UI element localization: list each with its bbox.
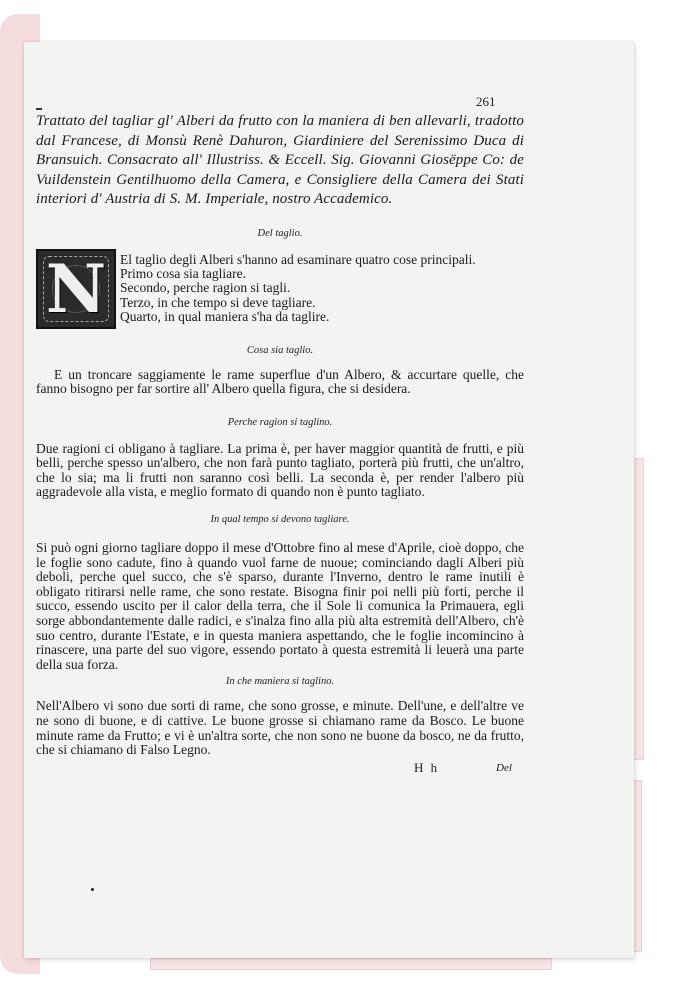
opening-paragraph	[36, 249, 524, 329]
section-paragraph: Nell'Albero vi sono due sorti di rame, che sono grosse, e minute. Dell'une, e dell'altre ve ne sono di buone, e di cattive. Le buone grosse si chiamano rame da Bosco. Le buone minute rame da Frutto; e vi è un'altra sorte, che non sono ne buone da bosco, ne da frutto, che si chiamano di Falso Legno.	[36, 698, 524, 758]
section-paragraph: E un troncare saggiamente le rame superflue d'un Albero, & accurtare quelle, che fanno bisogno per far sortire all' Albero quella figura, che si desidera.	[36, 366, 524, 397]
list-item: El taglio degli Alberi s'hanno ad esaminare quatro cose principali.	[120, 251, 476, 267]
section-heading: In che maniera si taglino.	[225, 676, 335, 688]
decorated-initial-n-icon	[36, 249, 116, 329]
page-edge-strip	[150, 958, 552, 970]
section-heading: In qual tempo si devono tagliare.	[210, 514, 350, 526]
printer-dash	[36, 108, 42, 110]
list-item: Secondo, perche ragion si tagli.	[120, 280, 291, 296]
page-text-block	[36, 112, 524, 776]
section-paragraph: Due ragioni ci obligano à tagliare. La prima è, per haver maggior quantità de frutti, e più belli, perche spesso un'albero, che non farà punto tagliato, porterà più frutti, che un'altro, che lo sia; ma li frutti non saranno così belli. La seconda è, per render l'albero più aggradevole alla vista, e meglio formato di quando non è punto tagliato.	[36, 440, 524, 500]
initial-letter: N	[45, 249, 107, 328]
signature-mark: H h	[414, 759, 440, 775]
list-item: Primo cosa sia tagliare.	[120, 265, 246, 281]
treatise-title: Trattato del tagliar gl' Alberi da frutto con la maniera di ben allevarli, tradotto dal Francese, di Monsù Renè Dahuron, Giardiniere del Serenissimo Duca di Bransuich. Consacrato all' Illustriss. & Eccell. Sig. Giovanni Giosëppe Co: de Vuildenstein Gentilhuomo della Camera, e Consigliere della Camera dei Stati interiori d' Austria di S. M. Imperiale, nostro Accademico.	[36, 113, 524, 207]
taglio-list	[120, 249, 476, 325]
page-number: 261	[476, 94, 496, 109]
section-heading: Cosa sia taglio.	[246, 344, 314, 356]
book-page	[24, 42, 634, 958]
ink-dot	[91, 888, 94, 891]
catchword: Del	[496, 761, 512, 774]
section-heading: Del taglio.	[257, 227, 303, 239]
list-item: Quarto, in qual maniera s'ha da taglire.	[120, 309, 330, 325]
section-paragraph: Si può ogni giorno tagliare doppo il mese d'Ottobre fino al mese d'Aprile, cioè doppo, che le foglie sono cadute, fino à quando vuol farne de nuoue; cominciando dagli Alberi più deboli, perche quel succo, che s'è sparso, durante l'Inverno, dentro le rame inutili è obligato ritirarsi nelle rame, che sono restate. Bisogna finir poi nelli più forti, perche il succo, essendo uscito per il calor della terra, che il Sole li comunica la Primauera, egli sorge abbondantemente dalle radici, e s'inalza fino alla più alta estremità dell'Albero, ch'è suo centro, durante l'Estate, e in questa maniera aspettando, che le foglie incomincino à rinascere, una parte del suo vigore, essendo portato à questa estremità li leuerà una parte della sua forza.	[36, 540, 524, 672]
section-heading: Perche ragion si taglino.	[227, 416, 333, 428]
page-footer	[36, 760, 524, 776]
list-item: Terzo, in che tempo si deve tagliare.	[120, 294, 316, 310]
